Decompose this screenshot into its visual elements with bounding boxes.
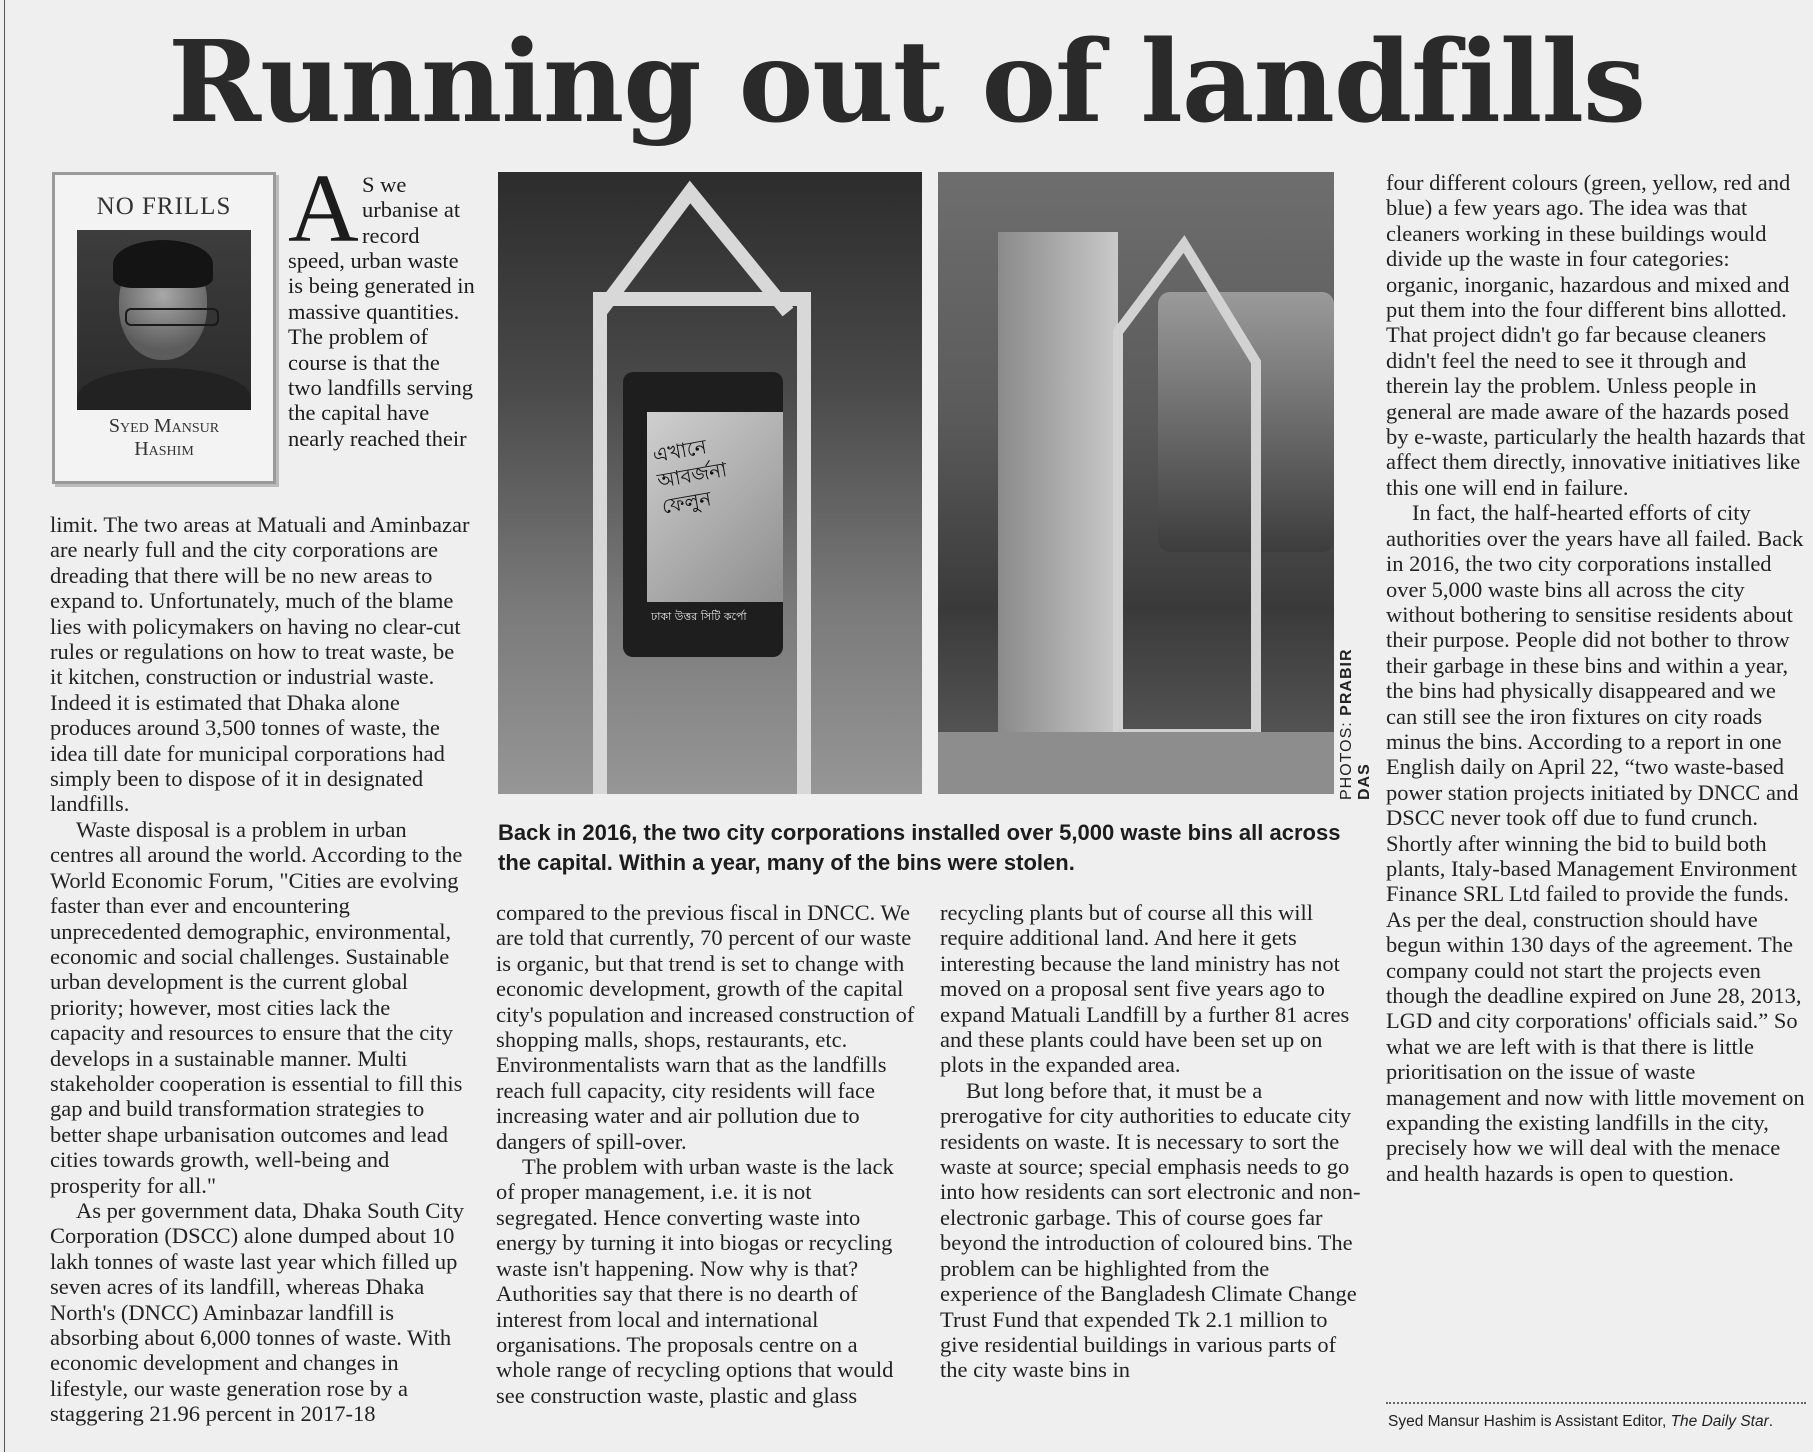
- pavement: [938, 732, 1334, 794]
- paragraph: four different colours (green, yellow, red and blue) a few years ago. The idea was that cleaners working in these buildings would divide up the waste in four categories: organic, inorganic, hazardous and mixed and put them into the four different bins allotted. That project didn't go far because cleaners didn't feel the need to see it through and therein lay the problem. Unless people in general are made aware of the hazards posed by e-waste, particularly the health hazards that affect them directly, innovative initiatives like this one will end in failure.: [1386, 170, 1806, 500]
- author-portrait: [77, 230, 251, 410]
- drop-cap: A: [288, 155, 359, 263]
- column-3: [940, 900, 1366, 1383]
- photo-credit: [1338, 610, 1373, 800]
- paragraph: As per government data, Dhaka South City Corporation (DSCC) alone dumped about 10 lakh tonnes of waste last year which filled up seven acres of its landfill, whereas Dhaka North's (DNCC) Aminbazar landfill is absorbing about 6,000 tonnes of waste. With economic development and changes in lifestyle, our waste generation rose by a staggering 21.96 percent in 2017-18: [50, 1197, 465, 1427]
- photo-caption: Back in 2016, the two city corporations installed over 5,000 waste bins all across the capital. Within a year, many of the bins were stolen.: [498, 820, 1341, 875]
- photo-credit-prefix: PHOTOS:: [1338, 721, 1355, 800]
- empty-bin-frame: [938, 172, 1334, 794]
- paragraph: recycling plants but of course all this will require additional land. And here it gets interesting because the land ministry has not moved on a proposal sent five years ago to expand Matuali Landfill by a further 81 acres and these plants could have been set up on plots in the expanded area.: [940, 900, 1350, 1078]
- author-footnote: [1388, 1412, 1808, 1431]
- portrait-hair: [113, 240, 213, 288]
- footnote-publication: The Daily Star: [1670, 1413, 1769, 1430]
- column-tag: NO FRILLS: [96, 193, 232, 220]
- bin-label-text: এখানে আবর্জনা ফেলুন: [650, 434, 729, 519]
- paragraph: Waste disposal is a problem in urban centres all around the world. According to the World Economic Forum, "Cities are evolving faster than ever and encountering unprecedented demographic, environmental, economic and social challenges. Sustainable urban development is the current global priority; however, most cities lack the capacity and resources to ensure that the city develops in a sustainable manner. Multi stakeholder cooperation is essential to fill this gap and build transformation strategies to better shape urbanisation outcomes and lead cities towards growth, well-being and prosperity for all.": [50, 816, 463, 1198]
- author-name-line2: Hashim: [134, 438, 194, 460]
- footnote-text: Syed Mansur Hashim is Assistant Editor,: [1388, 1413, 1671, 1430]
- bin-label: [647, 412, 783, 623]
- column-4: [1386, 170, 1806, 1186]
- intro-text: speed, urban waste is being generated in massive quantities. The problem of course is that the two landfills serving the capital have nearly reached their: [288, 248, 475, 451]
- portrait-glasses: [125, 308, 219, 326]
- bin-footer-text: ঢাকা উত্তর সিটি কর্পো: [651, 610, 747, 623]
- footnote-divider: [1386, 1402, 1806, 1404]
- author-name: [55, 415, 273, 461]
- paragraph: The problem with urban waste is the lack of proper management, i.e. it is not segregated. Hence converting waste into energy by turning it into biogas or recycling waste isn't happening. Now why is that? Authorities say that there is no dearth of interest from local and international organisations. The proposals centre on a whole range of recycling options that would see construction waste, plastic and glass: [496, 1154, 894, 1408]
- paragraph: compared to the previous fiscal in DNCC. We are told that currently, 70 percent of our waste is organic, but that trend is set to change with economic development, growth of the capital city's population and increased construction of shopping malls, shops, restaurants, etc. Environmentalists warn that as the landfills reach full capacity, city residents will face increasing water and air pollution due to dangers of spill-over.: [496, 900, 915, 1154]
- byline-box: [52, 172, 276, 484]
- waste-bin: [623, 372, 783, 657]
- paragraph: But long before that, it must be a prerogative for city authorities to educate city residents on waste. It is necessary to sort the waste at source; special emphasis needs to go into how residents can sort electronic and non-electronic garbage. This of course goes far beyond the introduction of coloured bins. The problem can be highlighted from the experience of the Bangladesh Climate Change Trust Fund that expended Tk 2.1 million to give residential buildings in various parts of the city waste bins in: [940, 1077, 1361, 1383]
- footnote-end: .: [1768, 1413, 1774, 1430]
- photo-empty-frame: [938, 172, 1334, 794]
- column-1: [50, 512, 470, 1427]
- column-2: [496, 900, 916, 1408]
- paragraph: In fact, the half-hearted efforts of city authorities over the years have all failed. Back in 2016, the two city corporations installed over 5,000 waste bins all across the city without bothering to sensitise residents about their purpose. People did not bother to throw their garbage in these bins and within a year, the bins had physically disappeared and we can still see the iron fixtures on city roads minus the bins. According to a report in one English daily on April 22, “two waste-based power station projects initiated by DNCC and DSCC never took off due to fund crunch. Shortly after winning the bid to build both plants, Italy-based Management Environment Finance SRL Ltd failed to provide the funds. As per the deal, construction should have begun within 130 days of the agreement. The company could not start the projects even though the deadline expired on June 28, 2013, LGD and city corporations' officials said.” So what we are left with is that there is little prioritisation on the issue of waste management and now with little movement on expanding the existing landfills in the city, precisely how we will deal with the menace and health hazards is open to question.: [1386, 500, 1805, 1186]
- paragraph: limit. The two areas at Matuali and Aminbazar are nearly full and the city corporations are dreading that there will be no new areas to expand to. Unfortunately, much of the blame lies with policymakers on having no clear-cut rules or regulations on how to treat waste, be it kitchen, construction or industrial waste. Indeed it is estimated that Dhaka alone produces around 3,500 tonnes of waste, the idea till date for municipal corporations had simply been to dispose of it in designated landfills.: [50, 512, 470, 817]
- photo-credit-name: PRABIR DAS: [1338, 648, 1373, 800]
- photo-waste-bin: [498, 172, 922, 794]
- page-left-rule: [4, 0, 5, 1452]
- portrait-shoulders: [77, 368, 251, 410]
- headline: Running out of landfills: [167, 17, 1646, 148]
- author-name-line1: Syed Mansur: [108, 415, 220, 437]
- intro-first-lines: S we urbanise at record: [362, 172, 461, 248]
